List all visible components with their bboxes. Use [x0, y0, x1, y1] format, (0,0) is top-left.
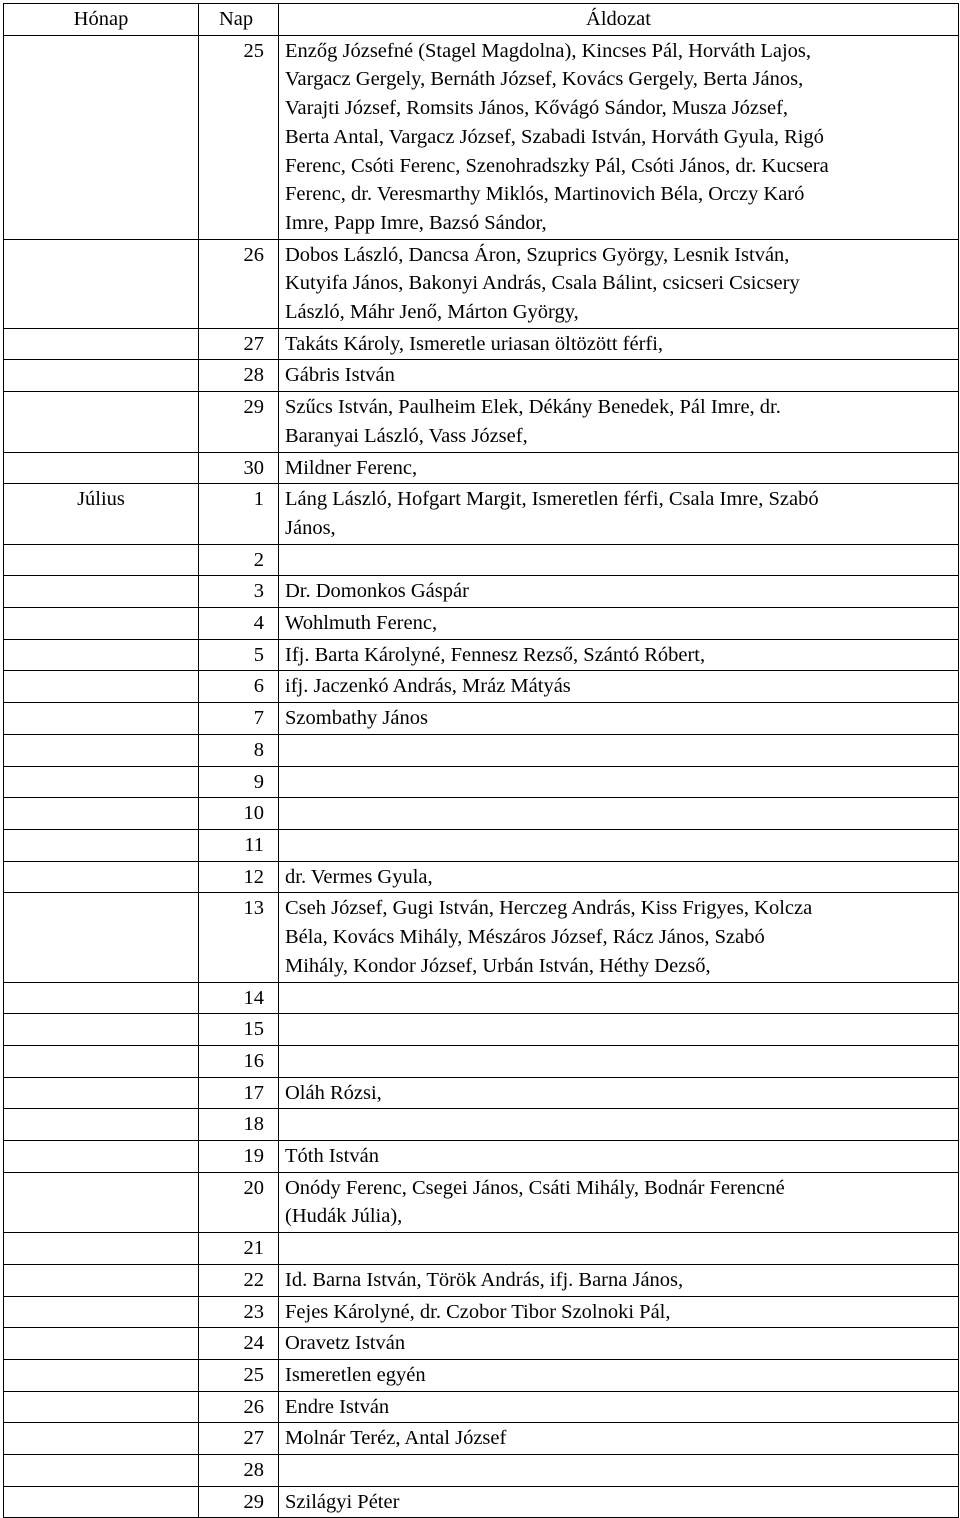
victim-cell [279, 861, 959, 893]
day-cell: 29 [199, 1486, 279, 1518]
month-cell [4, 239, 199, 328]
victim-cell [279, 893, 959, 982]
victim-cell [279, 1264, 959, 1296]
victim-line: Mihály, Kondor József, Urbán István, Héthy Dezső, [285, 954, 711, 977]
day-cell: 23 [199, 1296, 279, 1328]
day-cell: 15 [199, 1014, 279, 1046]
header-month: Hónap [4, 4, 199, 36]
victim-line: ifj. Jaczenkó András, Mráz Mátyás [285, 675, 571, 698]
victim-cell [279, 328, 959, 360]
month-cell [4, 576, 199, 608]
month-cell [4, 544, 199, 576]
month-cell [4, 360, 199, 392]
table-row [4, 829, 959, 861]
day-cell: 16 [199, 1045, 279, 1077]
victim-cell [279, 35, 959, 239]
month-cell [4, 1109, 199, 1141]
victim-line: Láng László, Hofgart Margit, Ismeretlen férfi, Csala Imre, Szabó [285, 488, 819, 511]
victim-line: Ferenc, Csóti Ferenc, Szenohradszky Pál, Csóti János, dr. Kucsera [285, 154, 829, 177]
month-cell [4, 1264, 199, 1296]
victim-line: Berta Antal, Vargacz József, Szabadi István, Horváth Gyula, Rigó [285, 125, 824, 148]
day-cell: 21 [199, 1233, 279, 1265]
victim-line: Endre István [285, 1395, 390, 1418]
month-cell [4, 35, 199, 239]
victim-line: Oláh Rózsi, [285, 1081, 382, 1104]
month-cell [4, 1045, 199, 1077]
victim-line: Dobos László, Dancsa Áron, Szuprics György, Lesnik István, [285, 243, 790, 266]
day-cell: 7 [199, 703, 279, 735]
victim-line [285, 831, 952, 860]
day-cell: 17 [199, 1077, 279, 1109]
table-row [4, 328, 959, 360]
table-row [4, 1455, 959, 1487]
victim-line: János, [285, 516, 336, 539]
victim-line: Ferenc, dr. Veresmarthy Miklós, Martinovich Béla, Orczy Karó [285, 183, 805, 206]
month-cell [4, 608, 199, 640]
victim-cell [279, 1014, 959, 1046]
table-row [4, 544, 959, 576]
table-row [4, 1077, 959, 1109]
day-cell: 11 [199, 829, 279, 861]
table-row [4, 982, 959, 1014]
victim-cell [279, 484, 959, 544]
day-cell: 28 [199, 1455, 279, 1487]
day-cell: 30 [199, 452, 279, 484]
victim-line: Takáts Károly, Ismeretle uriasan öltözött férfi, [285, 332, 664, 355]
victim-line: Cseh József, Gugi István, Herczeg András, Kiss Frigyes, Kolcza [285, 897, 813, 920]
victim-cell [279, 798, 959, 830]
victim-line: Szombathy János [285, 707, 428, 730]
table-row [4, 798, 959, 830]
victim-line: Fejes Károlyné, dr. Czobor Tibor Szolnoki Pál, [285, 1300, 671, 1323]
victim-line: Wohlmuth Ferenc, [285, 612, 438, 635]
victim-cell [279, 1077, 959, 1109]
victim-line [285, 984, 952, 1013]
month-cell [4, 639, 199, 671]
day-cell: 3 [199, 576, 279, 608]
victim-cell [279, 671, 959, 703]
month-cell [4, 1233, 199, 1265]
victim-cell [279, 829, 959, 861]
victim-cell [279, 1233, 959, 1265]
day-cell: 25 [199, 35, 279, 239]
victim-cell [279, 452, 959, 484]
victim-cell [279, 1045, 959, 1077]
table-row [4, 1109, 959, 1141]
day-cell: 9 [199, 766, 279, 798]
header-day: Nap [199, 4, 279, 36]
victim-line: Szűcs István, Paulheim Elek, Dékány Benedek, Pál Imre, dr. [285, 396, 781, 419]
month-cell [4, 703, 199, 735]
victim-line [285, 1015, 952, 1044]
month-cell [4, 766, 199, 798]
victim-line: Varajti József, Romsits János, Kővágó Sándor, Musza József, [285, 97, 789, 120]
table-row [4, 1359, 959, 1391]
victim-cell [279, 1359, 959, 1391]
day-cell: 2 [199, 544, 279, 576]
table-row [4, 239, 959, 328]
day-cell: 10 [199, 798, 279, 830]
table-body [4, 35, 959, 1518]
victim-cell [279, 360, 959, 392]
table-row [4, 766, 959, 798]
victim-line: Szilágyi Péter [285, 1490, 400, 1513]
victim-line: Mildner Ferenc, [285, 456, 418, 479]
month-cell [4, 1359, 199, 1391]
month-cell [4, 1455, 199, 1487]
day-cell: 5 [199, 639, 279, 671]
day-cell: 12 [199, 861, 279, 893]
day-cell: 14 [199, 982, 279, 1014]
day-cell: 13 [199, 893, 279, 982]
month-cell [4, 328, 199, 360]
table-row [4, 392, 959, 452]
month-cell [4, 1486, 199, 1518]
table-row [4, 671, 959, 703]
month-cell [4, 982, 199, 1014]
victim-line [285, 1110, 952, 1139]
victim-cell [279, 766, 959, 798]
month-cell [4, 1172, 199, 1232]
month-cell [4, 1391, 199, 1423]
victim-line: Dr. Domonkos Gáspár [285, 580, 469, 603]
month-cell [4, 1014, 199, 1046]
day-cell: 4 [199, 608, 279, 640]
day-cell: 19 [199, 1141, 279, 1173]
victim-line: Id. Barna István, Török András, ifj. Barna János, [285, 1268, 684, 1291]
month-cell [4, 1328, 199, 1360]
table-row [4, 452, 959, 484]
victim-line [285, 799, 952, 828]
victim-cell [279, 1109, 959, 1141]
day-cell: 20 [199, 1172, 279, 1232]
table-row [4, 1141, 959, 1173]
victim-line [285, 768, 952, 797]
month-cell [4, 1077, 199, 1109]
victim-line [285, 1047, 952, 1076]
victim-line: László, Máhr Jenő, Márton György, [285, 301, 579, 324]
table-row [4, 893, 959, 982]
day-cell: 18 [199, 1109, 279, 1141]
victim-line: (Hudák Júlia), [285, 1205, 403, 1228]
table-row [4, 484, 959, 544]
victim-line: Tóth István [285, 1145, 379, 1168]
table-row [4, 608, 959, 640]
victim-line: Oravetz István [285, 1332, 406, 1355]
victim-line: Vargacz Gergely, Bernáth József, Kovács Gergely, Berta János, [285, 68, 804, 91]
victim-line: Kutyifa János, Bakonyi András, Csala Bálint, csicseri Csicsery [285, 272, 800, 295]
day-cell: 28 [199, 360, 279, 392]
table-row [4, 639, 959, 671]
day-cell: 1 [199, 484, 279, 544]
victim-cell [279, 703, 959, 735]
table-row [4, 35, 959, 239]
victims-table [3, 3, 959, 1518]
table-row [4, 734, 959, 766]
victim-cell [279, 1391, 959, 1423]
victim-line [285, 1456, 952, 1485]
month-cell [4, 392, 199, 452]
victim-cell [279, 239, 959, 328]
victim-cell [279, 1455, 959, 1487]
victim-cell [279, 576, 959, 608]
month-cell [4, 734, 199, 766]
victim-cell [279, 982, 959, 1014]
victim-line: dr. Vermes Gyula, [285, 865, 433, 888]
table-header [4, 4, 959, 36]
table-row [4, 861, 959, 893]
table-row [4, 1233, 959, 1265]
month-cell [4, 861, 199, 893]
victim-cell [279, 1172, 959, 1232]
victim-cell [279, 734, 959, 766]
victim-cell [279, 544, 959, 576]
victim-cell [279, 1141, 959, 1173]
table-row [4, 1296, 959, 1328]
table-row [4, 1014, 959, 1046]
victim-cell [279, 608, 959, 640]
victim-cell [279, 639, 959, 671]
month-cell [4, 452, 199, 484]
table-row [4, 1172, 959, 1232]
day-cell: 8 [199, 734, 279, 766]
table-row [4, 1486, 959, 1518]
day-cell: 25 [199, 1359, 279, 1391]
victim-line: Gábris István [285, 364, 395, 387]
month-cell [4, 829, 199, 861]
victim-line: Ifj. Barta Károlyné, Fennesz Rezső, Szántó Róbert, [285, 643, 706, 666]
month-cell [4, 798, 199, 830]
victim-cell [279, 1328, 959, 1360]
table-row [4, 1391, 959, 1423]
month-cell [4, 1141, 199, 1173]
day-cell: 24 [199, 1328, 279, 1360]
table-row [4, 1045, 959, 1077]
month-cell [4, 671, 199, 703]
header-victim: Áldozat [279, 4, 959, 36]
victim-line: Enzőg Józsefné (Stagel Magdolna), Kincses Pál, Horváth Lajos, [285, 39, 812, 62]
day-cell: 26 [199, 239, 279, 328]
day-cell: 6 [199, 671, 279, 703]
victim-line [285, 1234, 952, 1263]
victim-cell [279, 392, 959, 452]
victim-line: Baranyai László, Vass József, [285, 424, 528, 447]
victim-cell [279, 1296, 959, 1328]
victim-line: Molnár Teréz, Antal József [285, 1427, 507, 1450]
day-cell: 26 [199, 1391, 279, 1423]
victim-line: Béla, Kovács Mihály, Mészáros József, Rácz János, Szabó [285, 926, 765, 949]
month-cell [4, 893, 199, 982]
day-cell: 27 [199, 1423, 279, 1455]
victim-cell [279, 1486, 959, 1518]
month-cell [4, 1296, 199, 1328]
victim-line [285, 546, 952, 575]
day-cell: 22 [199, 1264, 279, 1296]
victim-line: Ismeretlen egyén [285, 1363, 426, 1386]
day-cell: 27 [199, 328, 279, 360]
table-row [4, 1264, 959, 1296]
victim-line [285, 736, 952, 765]
table-row [4, 703, 959, 735]
month-cell: Július [4, 484, 199, 544]
day-cell: 29 [199, 392, 279, 452]
table-row [4, 360, 959, 392]
table-row [4, 1328, 959, 1360]
header-row [4, 4, 959, 36]
victim-line: Onódy Ferenc, Csegei János, Csáti Mihály, Bodnár Ferencné [285, 1176, 785, 1199]
table-row [4, 576, 959, 608]
victim-line: Imre, Papp Imre, Bazsó Sándor, [285, 211, 547, 234]
